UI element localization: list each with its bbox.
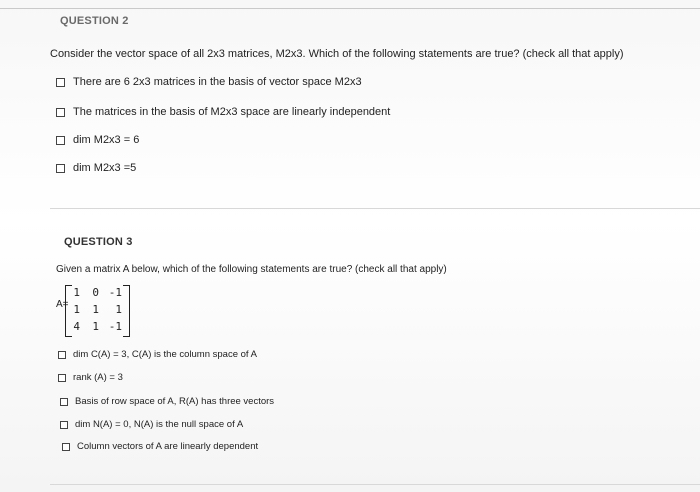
- matrix-cell: 4: [73, 320, 80, 333]
- matrix-cell: -1: [108, 286, 122, 299]
- option-label: There are 6 2x3 matrices in the basis of vector space M2x3: [73, 76, 362, 88]
- option-label: dim C(A) = 3, C(A) is the column space of A: [73, 349, 257, 360]
- option-label: Basis of row space of A, R(A) has three vectors: [75, 396, 275, 407]
- matrix-cell: 0: [92, 286, 99, 299]
- option-label: Column vectors of A are linearly dependent: [77, 441, 259, 452]
- matrix-cell: 1: [73, 286, 80, 299]
- matrix-cell: 1: [73, 303, 80, 316]
- checkbox[interactable]: [56, 108, 65, 117]
- q2-option-1[interactable]: [56, 76, 362, 88]
- top-divider: [0, 8, 700, 9]
- matrix-cell: 1: [92, 320, 99, 333]
- matrix-cell: -1: [108, 320, 122, 333]
- option-label: dim N(A) = 0, N(A) is the null space of A: [75, 419, 244, 430]
- checkbox[interactable]: [56, 78, 65, 87]
- q2-option-3[interactable]: [56, 134, 139, 146]
- matrix-label: A=: [56, 299, 69, 310]
- question-3-prompt: Given a matrix A below, which of the following statements are true? (check all that apply): [56, 264, 447, 275]
- q3-option-5[interactable]: [62, 441, 258, 452]
- option-label: rank (A) = 3: [73, 372, 123, 383]
- checkbox[interactable]: [58, 374, 66, 382]
- q3-option-3[interactable]: [60, 396, 274, 407]
- q2-option-2[interactable]: [56, 106, 390, 118]
- q3-option-4[interactable]: [60, 419, 243, 430]
- checkbox[interactable]: [58, 351, 66, 359]
- option-label: The matrices in the basis of M2x3 space are linearly independent: [73, 106, 391, 118]
- option-label: dim M2x3 =5: [73, 162, 137, 174]
- q2-option-4[interactable]: [56, 162, 136, 174]
- matrix-cell: 1: [115, 303, 122, 316]
- checkbox[interactable]: [60, 398, 68, 406]
- option-label: dim M2x3 = 6: [73, 134, 140, 146]
- checkbox[interactable]: [56, 136, 65, 145]
- checkbox[interactable]: [56, 164, 65, 173]
- checkbox[interactable]: [62, 443, 70, 451]
- q3-option-1[interactable]: [58, 349, 257, 360]
- question-3-title: QUESTION 3: [64, 236, 133, 248]
- matrix-right-bracket: [123, 285, 130, 337]
- section-divider: [50, 208, 700, 209]
- matrix-cell: 1: [92, 303, 99, 316]
- bottom-divider: [50, 484, 700, 485]
- question-2-title: QUESTION 2: [60, 15, 129, 27]
- matrix-a: [56, 283, 156, 338]
- q3-option-2[interactable]: [58, 372, 123, 383]
- question-2-prompt: Consider the vector space of all 2x3 matrices, M2x3. Which of the following statements are true? (check all that apply): [50, 48, 624, 60]
- checkbox[interactable]: [60, 421, 68, 429]
